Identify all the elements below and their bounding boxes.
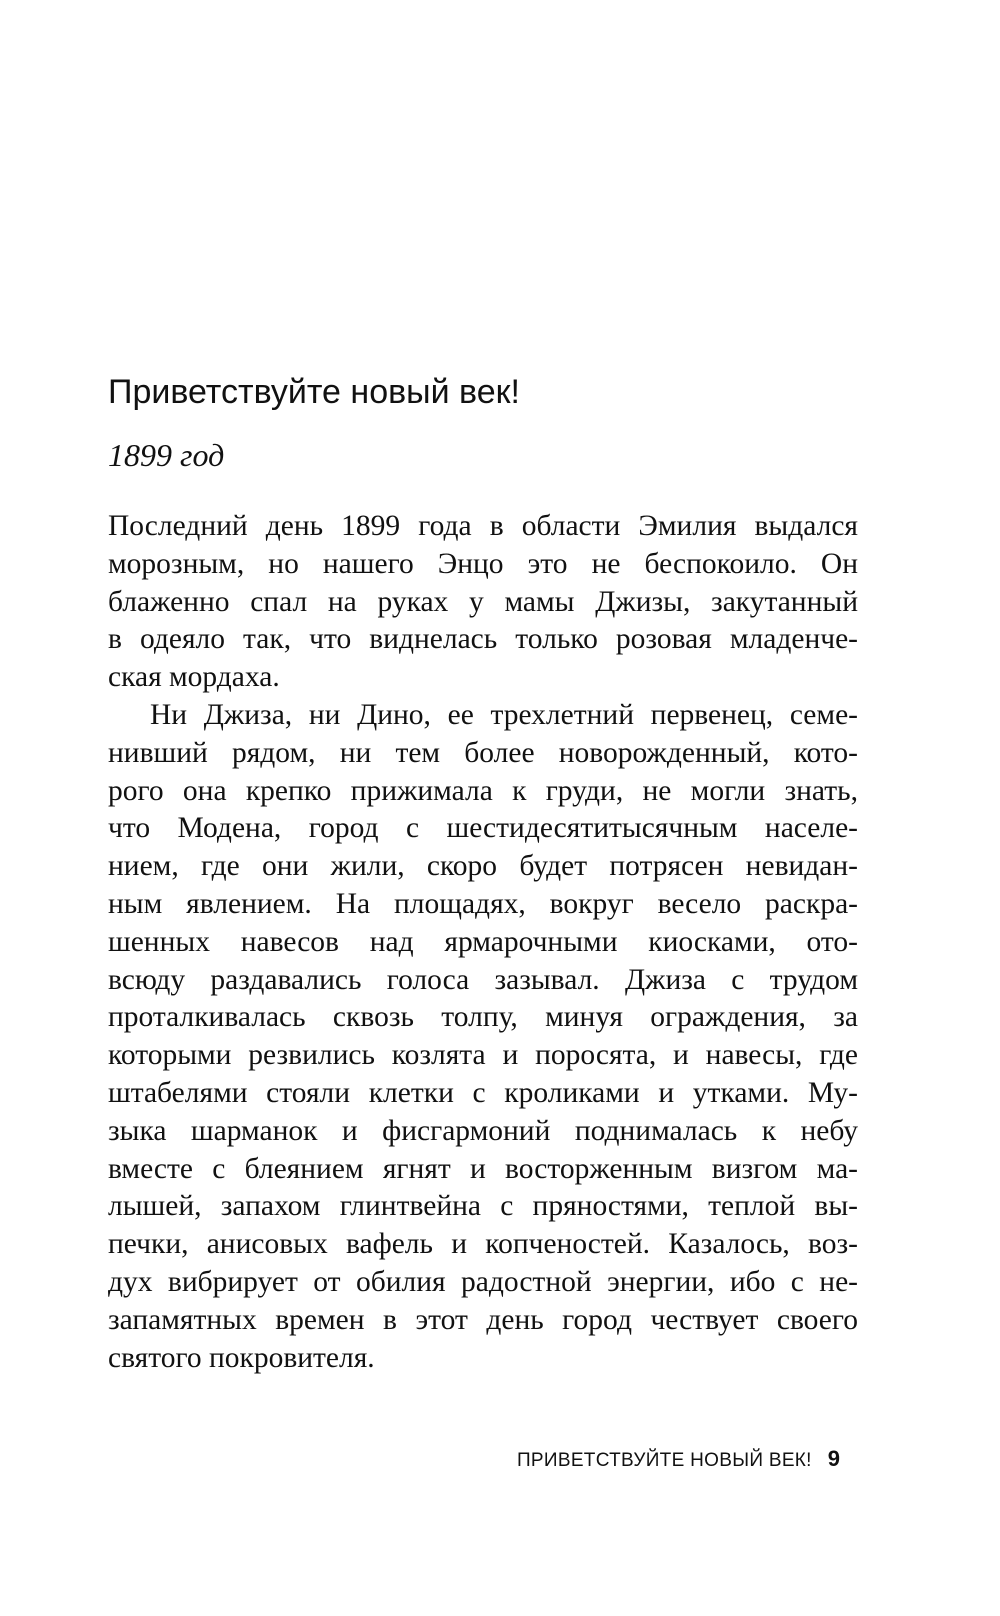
text-line: морозным, но нашего Энцо это не беспокоило. Он xyxy=(108,547,858,580)
body-text xyxy=(108,508,858,1377)
text-line: шенных навесов над ярмарочными киосками, ото- xyxy=(108,925,858,958)
text-line: в одеяло так, что виднелась только розовая младенче- xyxy=(108,623,858,656)
text-line: ным явлением. На площадях, вокруг весело раскра- xyxy=(108,887,858,920)
text-line: что Модена, город с шестидесятитысячным населе- xyxy=(108,812,858,845)
running-title: ПРИВЕТСТВУЙТЕ НОВЫЙ ВЕК! xyxy=(516,1450,812,1471)
text-line: ская мордаха. xyxy=(108,661,280,694)
page-number: 9 xyxy=(827,1446,840,1471)
text-line: штабелями стояли клетки с кроликами и утками. Му- xyxy=(108,1076,858,1109)
text-line: лышей, запахом глинтвейна с пряностями, теплой вы- xyxy=(108,1190,858,1223)
chapter-year: 1899 год xyxy=(108,437,225,473)
text-line: зыка шарманок и фисгармоний поднималась к небу xyxy=(108,1114,858,1147)
text-line: проталкивалась сквозь толпу, минуя ограждения, за xyxy=(108,1001,858,1034)
text-line: которыми резвились козлята и поросята, и навесы, где xyxy=(108,1039,858,1072)
text-line: вместе с блеянием ягнят и восторженным визгом ма- xyxy=(108,1152,858,1185)
text-line: рого она крепко прижимала к груди, не могли знать, xyxy=(108,774,858,807)
text-line: Последний день 1899 года в области Эмилия выдался xyxy=(108,510,858,542)
text-line: запамятных времен в этот день город чествует своего xyxy=(108,1303,858,1336)
chapter-title: Приветствуйте новый век! xyxy=(108,373,520,411)
text-line: всюду раздавались голоса зазывал. Джиза с трудом xyxy=(108,963,858,996)
running-footer xyxy=(516,1446,840,1472)
text-line: дух вибрирует от обилия радостной энергии, ибо с не- xyxy=(108,1265,858,1298)
text-line: печки, анисовых вафель и копченостей. Казалось, воз- xyxy=(108,1228,858,1261)
text-line: нивший рядом, ни тем более новорожденный, кото- xyxy=(108,736,858,769)
text-line: Ни Джиза, ни Дино, ее трехлетний первенец, семе- xyxy=(150,698,858,731)
text-line: блаженно спал на руках у мамы Джизы, закутанный xyxy=(108,585,858,618)
text-line: нием, где они жили, скоро будет потрясен невидан- xyxy=(108,850,858,883)
text-line: святого покровителя. xyxy=(108,1341,375,1374)
